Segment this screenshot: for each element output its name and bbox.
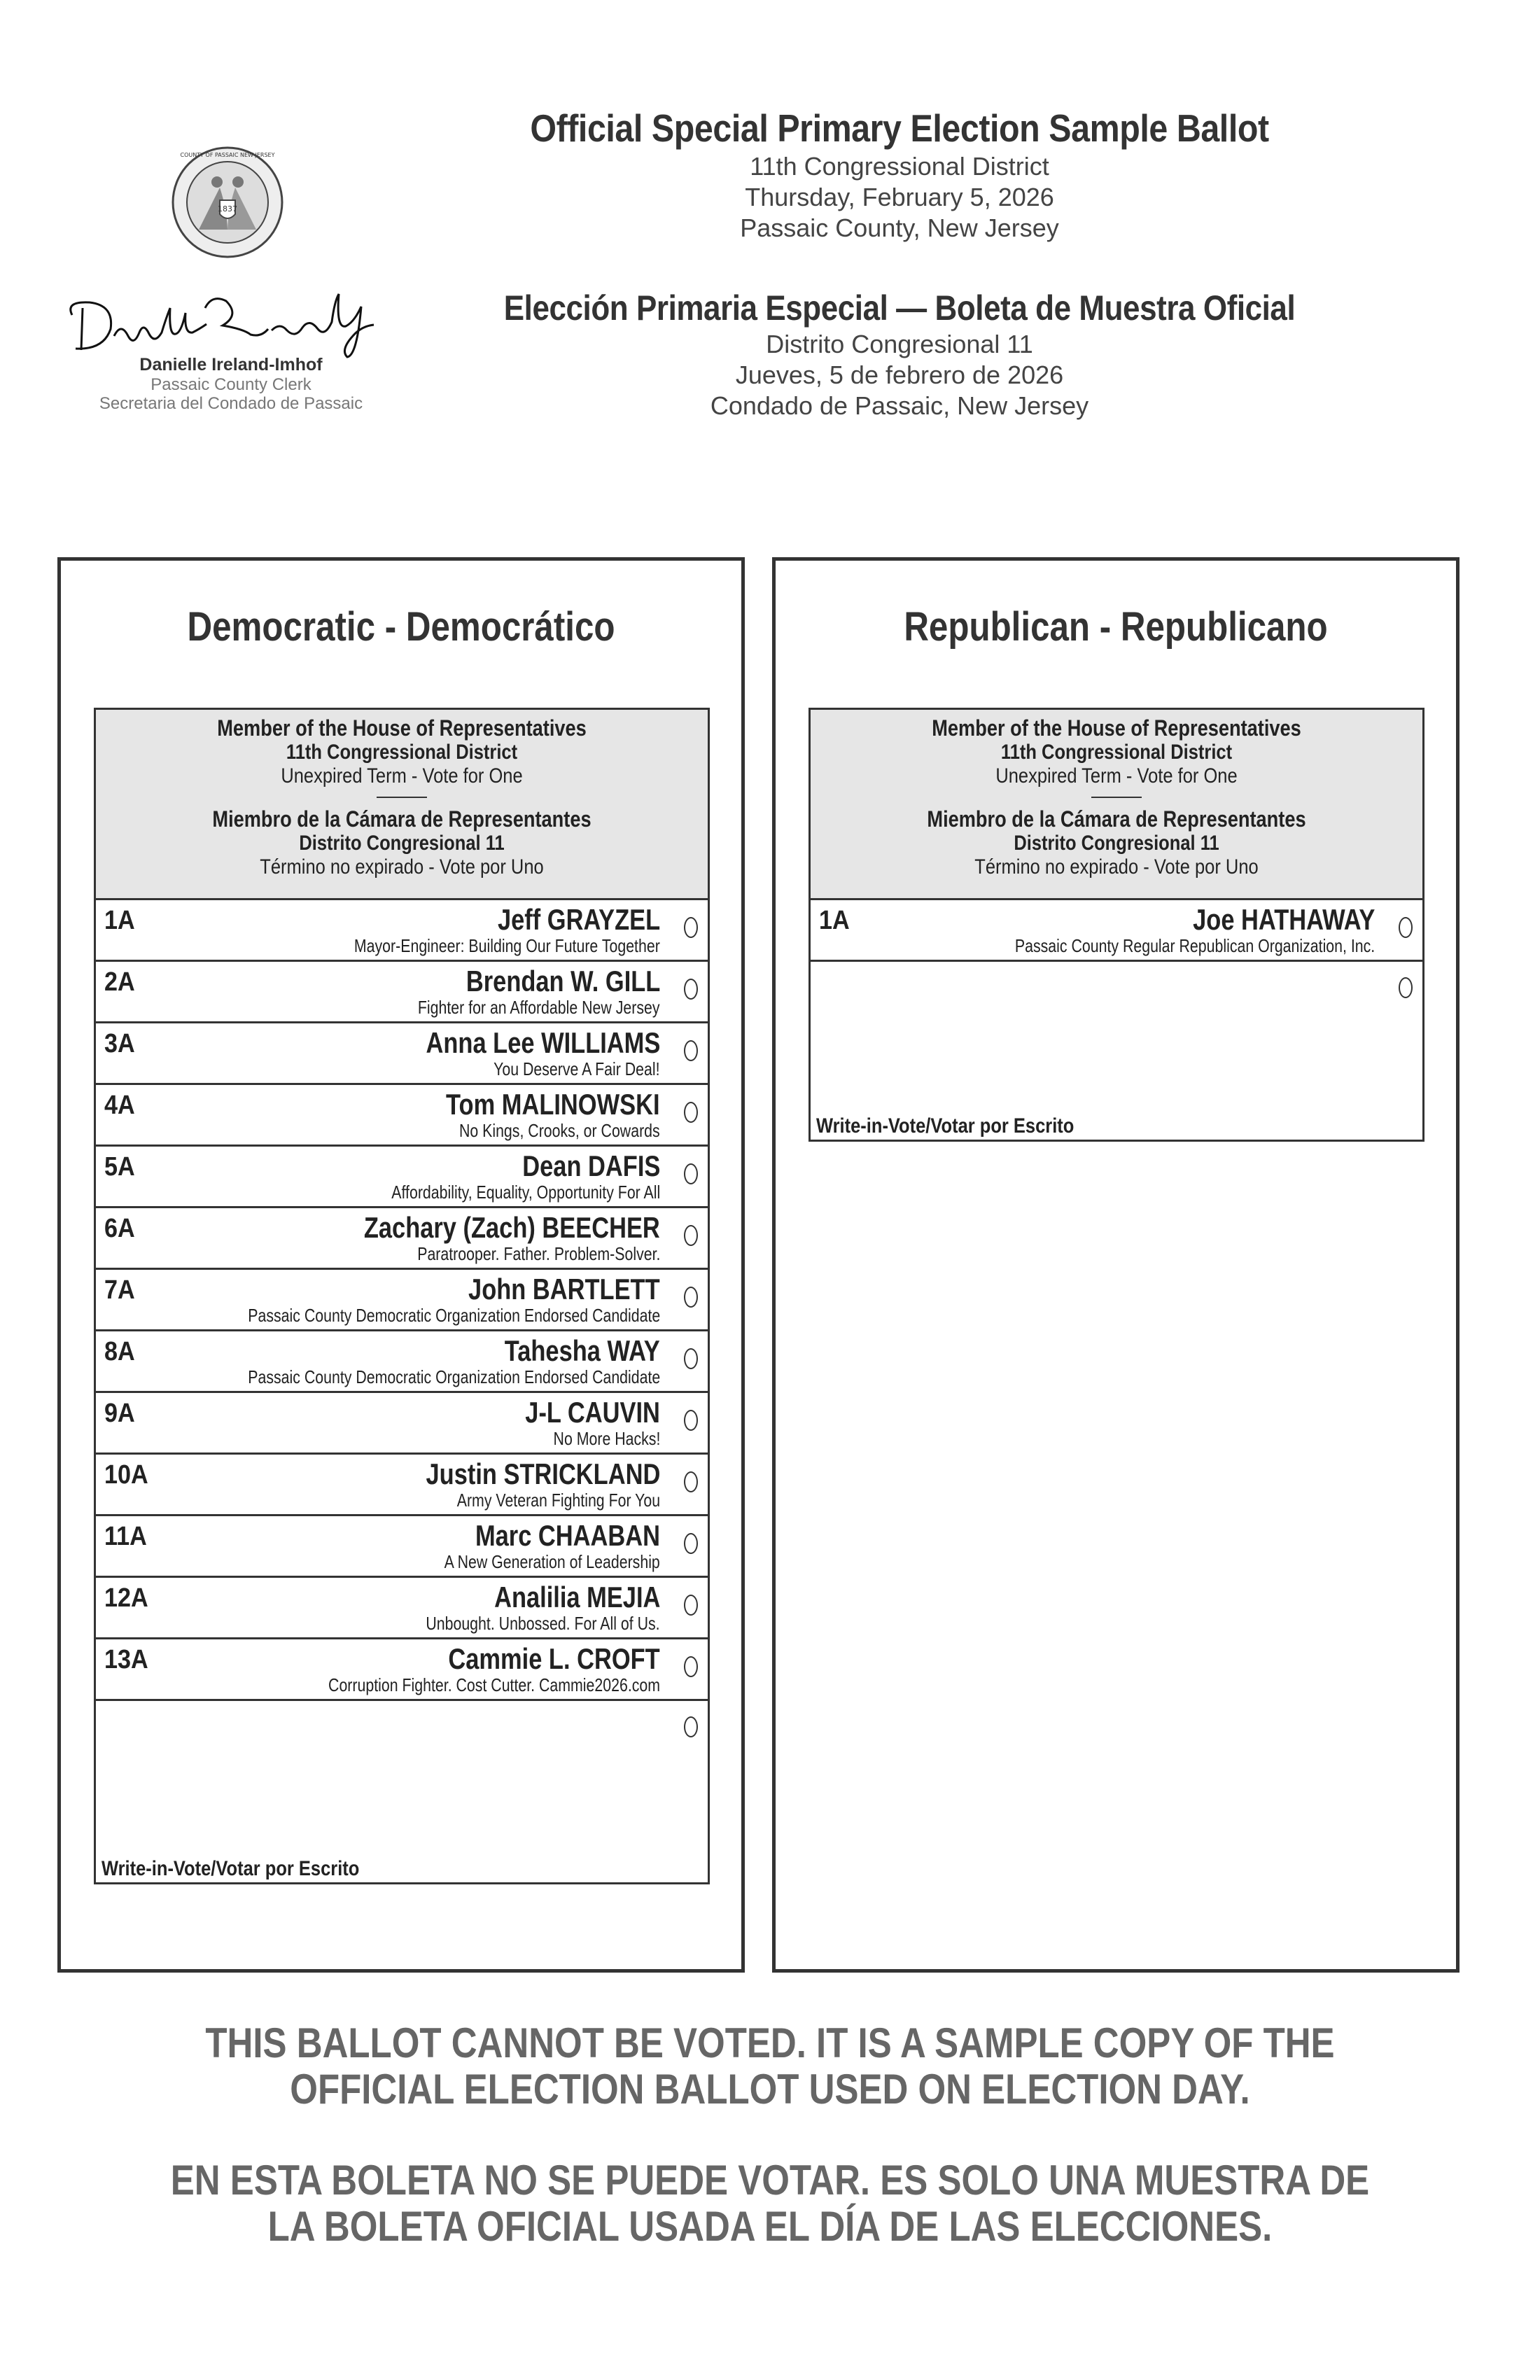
sample-notice-es: EN ESTA BOLETA NO SE PUEDE VOTAR. ES SOLO UNA MUESTRA DE LA BOLETA OFICIAL USADA EL DÍA DE LAS ELECCIONES. <box>170 2157 1370 2250</box>
candidate-ballot-position: 6A <box>104 1214 135 1243</box>
ballot-title-en: Official Special Primary Election Sample Ballot <box>530 106 1269 150</box>
candidate-row <box>811 898 1422 960</box>
candidate-ballot-position: 7A <box>104 1275 135 1305</box>
republican-title: Republican - Republicano <box>904 604 1328 650</box>
candidate-name: Marc CHAABAN <box>475 1519 660 1552</box>
vote-oval[interactable] <box>684 1287 698 1308</box>
candidate-ballot-position: 11A <box>104 1522 147 1551</box>
vote-oval[interactable] <box>684 1348 698 1369</box>
democratic-title: Democratic - Democrático <box>187 604 615 650</box>
democratic-candidate-list <box>96 898 708 1699</box>
office-term-es: Término no expirado - Vote por Uno <box>260 855 544 878</box>
clerk-info <box>70 354 392 413</box>
candidate-name: Analilia MEJIA <box>493 1581 660 1614</box>
candidate-ballot-position: 10A <box>104 1460 148 1490</box>
candidate-name: Tahesha WAY <box>504 1334 660 1367</box>
candidate-ballot-position: 3A <box>104 1029 135 1058</box>
vote-oval[interactable] <box>684 979 698 1000</box>
county-en: Passaic County, New Jersey <box>740 214 1059 242</box>
candidate-name: Justin STRICKLAND <box>426 1457 660 1490</box>
vote-oval[interactable] <box>684 1471 698 1492</box>
candidate-row <box>96 1452 708 1514</box>
democratic-contest <box>94 708 710 1884</box>
candidate-slogan: Unbought. Unbossed. For All of Us. <box>426 1613 660 1634</box>
office-district-es: Distrito Congresional 11 <box>1014 832 1219 855</box>
vote-oval[interactable] <box>684 917 698 938</box>
candidate-slogan: Corruption Fighter. Cost Cutter. Cammie2026.com <box>328 1674 660 1695</box>
office-district-en: 11th Congressional District <box>1000 741 1233 764</box>
clerk-signature <box>62 287 412 364</box>
office-es: Miembro de la Cámara de Representantes <box>927 806 1306 832</box>
candidate-name: Jeff GRAYZEL <box>497 903 660 936</box>
candidate-row <box>96 1206 708 1268</box>
candidate-ballot-position: 1A <box>104 906 135 935</box>
contest-header <box>811 708 1422 898</box>
candidate-name: J-L CAUVIN <box>525 1396 660 1429</box>
election-date-en: Thursday, February 5, 2026 <box>745 183 1054 211</box>
candidate-slogan: A New Generation of Leadership <box>444 1551 660 1572</box>
seal-text: COUNTY OF PASSAIC NEW JERSEY <box>180 152 275 158</box>
candidate-row <box>96 1391 708 1452</box>
vote-oval[interactable] <box>684 1163 698 1184</box>
candidate-row <box>96 1268 708 1329</box>
header-divider <box>1091 797 1142 798</box>
contest-header <box>96 708 708 898</box>
candidate-slogan: Passaic County Democratic Organization Endorsed Candidate <box>248 1305 660 1326</box>
candidate-row <box>96 960 708 1021</box>
candidate-row <box>96 1144 708 1206</box>
candidate-slogan: You Deserve A Fair Deal! <box>493 1058 660 1079</box>
seal-year: 1837 <box>218 204 237 214</box>
county-seal <box>171 146 284 259</box>
candidate-row <box>96 898 708 960</box>
election-date-es: Jueves, 5 de febrero de 2026 <box>735 360 1064 389</box>
sample-notice-en: THIS BALLOT CANNOT BE VOTED. IT IS A SAMPLE COPY OF THE OFFICIAL ELECTION BALLOT USED ON ELECTION DAY. <box>205 2019 1335 2113</box>
candidate-row <box>96 1514 708 1576</box>
candidate-name: Cammie L. CROFT <box>448 1642 660 1675</box>
candidate-ballot-position: 1A <box>819 906 850 935</box>
candidate-row <box>96 1637 708 1699</box>
vote-oval[interactable] <box>684 1595 698 1616</box>
ballot-title-es: Elección Primaria Especial — Boleta de Muestra Oficial <box>503 288 1296 328</box>
candidate-slogan: Paratrooper. Father. Problem-Solver. <box>416 1243 660 1264</box>
vote-oval[interactable] <box>684 1533 698 1554</box>
candidate-ballot-position: 9A <box>104 1399 135 1428</box>
candidate-ballot-position: 13A <box>104 1645 148 1674</box>
candidate-slogan: Fighter for an Affordable New Jersey <box>418 997 660 1018</box>
candidate-ballot-position: 8A <box>104 1337 135 1366</box>
office-term-en: Unexpired Term - Vote for One <box>995 764 1238 788</box>
write-in-row <box>96 1699 708 1882</box>
write-in-label: Write-in-Vote/Votar por Escrito <box>102 1857 360 1880</box>
candidate-row <box>96 1083 708 1144</box>
candidate-name: Anna Lee WILLIAMS <box>426 1026 660 1059</box>
candidate-name: Dean DAFIS <box>522 1149 660 1182</box>
clerk-title-es: Secretaria del Condado de Passaic <box>99 394 363 413</box>
candidate-name: Zachary (Zach) BEECHER <box>364 1211 660 1244</box>
candidate-slogan: No More Hacks! <box>553 1428 660 1449</box>
office-term-es: Término no expirado - Vote por Uno <box>974 855 1259 878</box>
candidate-name: Joe HATHAWAY <box>1192 903 1375 936</box>
clerk-name: Danielle Ireland-Imhof <box>139 355 323 374</box>
candidate-slogan: No Kings, Crooks, or Cowards <box>459 1120 660 1141</box>
candidate-ballot-position: 2A <box>104 967 135 997</box>
democratic-panel <box>57 557 745 1973</box>
republican-panel <box>772 557 1460 1973</box>
write-in-row <box>811 960 1422 1140</box>
office-es: Miembro de la Cámara de Representantes <box>212 806 592 832</box>
office-en: Member of the House of Representatives <box>217 715 587 741</box>
candidate-row <box>96 1021 708 1083</box>
clerk-title-en: Passaic County Clerk <box>150 375 312 394</box>
office-term-en: Unexpired Term - Vote for One <box>281 764 523 788</box>
vote-oval[interactable] <box>684 1102 698 1123</box>
county-es: Condado de Passaic, New Jersey <box>710 391 1089 420</box>
republican-candidate-list <box>811 898 1422 960</box>
office-en: Member of the House of Representatives <box>932 715 1301 741</box>
vote-oval[interactable] <box>684 1225 698 1246</box>
write-in-label: Write-in-Vote/Votar por Escrito <box>816 1114 1074 1138</box>
header-divider <box>377 797 427 798</box>
candidate-slogan: Army Veteran Fighting For You <box>456 1490 660 1511</box>
candidate-ballot-position: 4A <box>104 1091 135 1120</box>
header-spanish <box>434 287 1365 421</box>
candidate-slogan: Affordability, Equality, Opportunity For All <box>391 1182 660 1203</box>
write-in-oval[interactable] <box>1399 977 1413 998</box>
header-english <box>434 105 1365 244</box>
candidate-ballot-position: 5A <box>104 1152 135 1182</box>
district-es: Distrito Congresional 11 <box>766 330 1033 358</box>
candidate-slogan: Passaic County Regular Republican Organization, Inc. <box>1014 935 1375 956</box>
candidate-name: John BARTLETT <box>468 1273 660 1306</box>
office-district-es: Distrito Congresional 11 <box>299 832 505 855</box>
candidate-ballot-position: 12A <box>104 1583 148 1613</box>
vote-oval[interactable] <box>1399 917 1413 938</box>
write-in-oval[interactable] <box>684 1716 698 1737</box>
candidate-slogan: Mayor-Engineer: Building Our Future Together <box>354 935 660 956</box>
district-en: 11th Congressional District <box>750 152 1049 181</box>
candidate-row <box>96 1576 708 1637</box>
vote-oval[interactable] <box>684 1410 698 1431</box>
candidate-row <box>96 1329 708 1391</box>
office-district-en: 11th Congressional District <box>286 741 518 764</box>
republican-contest <box>808 708 1424 1142</box>
candidate-name: Brendan W. GILL <box>465 965 660 997</box>
candidate-name: Tom MALINOWSKI <box>446 1088 660 1121</box>
candidate-slogan: Passaic County Democratic Organization Endorsed Candidate <box>248 1366 660 1387</box>
vote-oval[interactable] <box>684 1040 698 1061</box>
vote-oval[interactable] <box>684 1656 698 1677</box>
